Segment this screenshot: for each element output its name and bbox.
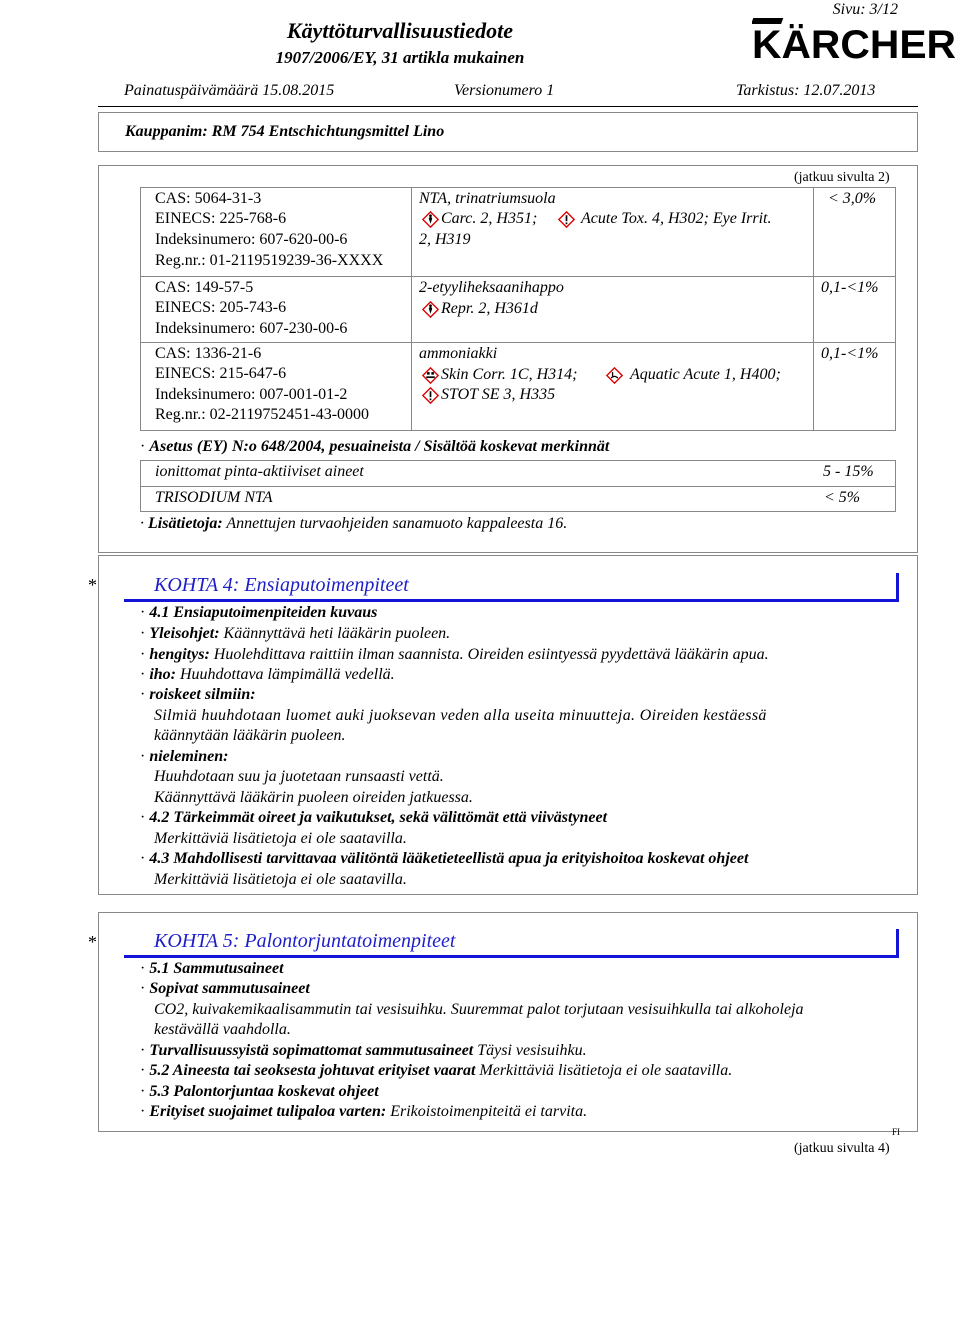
suitable-text-2: kestävällä vaahdolla. — [154, 1021, 291, 1038]
unsuitable-label: Turvallisuussyistä sopimattomat sammutusaineet — [149, 1042, 474, 1059]
substance-2-einecs: EINECS: 205-743-6 — [155, 299, 287, 316]
ingestion-text-1: Huuhdotaan suu ja juotetaan runsaasti vettä. — [154, 768, 444, 785]
table-row-divider — [140, 342, 896, 343]
eye-contact: · roiskeet silmiin: — [140, 686, 256, 703]
s43-body: Merkittäviä lisätietoja ei ole saatavilla. — [154, 871, 407, 888]
substance-3-hazard-2: Aquatic Acute 1, H400; — [630, 366, 781, 383]
page-number: Sivu: 3/12 — [832, 1, 898, 18]
regulation-row-2-name: TRISODIUM NTA — [155, 489, 273, 506]
corrosion-icon — [422, 367, 439, 384]
substance-1-hazard-1: Carc. 2, H351; — [441, 210, 538, 227]
inhalation-label: hengitys: — [149, 646, 210, 663]
print-date: Painatuspäivämäärä 15.08.2015 — [124, 82, 335, 99]
equipment-label: Erityiset suojaimet tulipaloa varten: — [149, 1103, 387, 1120]
s42-heading: · 4.2 Tärkeimmät oireet ja vaikutukset, sekä välittömät että viivästyneet — [140, 809, 608, 826]
general-advice: · Yleisohjet: Käännyttävä heti lääkärin puoleen. — [140, 625, 451, 642]
substance-1-hazard-2: Acute Tox. 4, H302; Eye Irrit. — [581, 210, 772, 227]
document-title: Käyttöturvallisuustiedote — [286, 18, 514, 43]
s43-heading: · 4.3 Mahdollisesti tarvittavaa välitöntä lääketieteellistä apua ja erityishoitoa koskevat ohjeet — [140, 850, 749, 867]
additional-info-text: Annettujen turvaohjeiden sanamuoto kappaleesta 16. — [226, 515, 568, 532]
ingestion: · nieleminen: — [140, 748, 229, 765]
s51-heading: · 5.1 Sammutusaineet — [140, 960, 284, 977]
substance-1-reg: Reg.nr.: 01-2119519239-36-XXXX — [155, 252, 384, 269]
version-number: Versionumero 1 — [454, 82, 555, 99]
substance-1-cas: CAS: 5064-31-3 — [155, 190, 262, 207]
unsuitable-text: Täysi vesisuihku. — [477, 1042, 587, 1059]
document-subtitle: 1907/2006/EY, 31 artikla mukainen — [275, 48, 525, 67]
substance-3-index: Indeksinumero: 007-001-01-2 — [155, 386, 348, 403]
substance-3-einecs: EINECS: 215-647-6 — [155, 365, 287, 382]
environment-icon — [606, 367, 623, 384]
health-hazard-icon — [422, 301, 439, 318]
skin-label: iho: — [149, 666, 176, 683]
equipment-text: Erikoistoimenpiteitä ei tarvita. — [390, 1103, 588, 1120]
s52-line: · 5.2 Aineesta tai seoksesta johtuvat erityiset vaarat Merkittäviä lisätietoja ei ole saatavilla. — [140, 1062, 733, 1079]
section-4-title: KOHTA 4: Ensiaputoimenpiteet — [154, 574, 409, 596]
s53-text: 5.3 Palontorjuntaa koskevat ohjeet — [149, 1083, 379, 1100]
eye-label: roiskeet silmiin: — [149, 686, 256, 703]
ingestion-label: nieleminen: — [149, 748, 229, 765]
s51-text: 5.1 Sammutusaineet — [149, 960, 284, 977]
revision-date: Tarkistus: 12.07.2013 — [736, 82, 876, 99]
regulation-row-1-value: 5 - 15% — [823, 463, 874, 480]
s52-text: Merkittäviä lisätietoja ei ole saatavilla. — [479, 1062, 733, 1079]
eye-text-2: käännytään lääkärin puoleen. — [154, 727, 346, 744]
substance-3-conc: 0,1-<1% — [821, 345, 879, 362]
header-divider — [98, 106, 918, 107]
logo-text: KÄRCHER — [752, 23, 957, 62]
inhalation: · hengitys: Huolehdittava raittiin ilman saannista. Oireiden esiintyessä pyydettävä lääkärin apua. — [140, 646, 769, 663]
substance-2-conc: 0,1-<1% — [821, 279, 879, 296]
section-5-heading — [124, 929, 899, 958]
continued-from: (jatkuu sivulta 2) — [794, 170, 890, 185]
general-label: Yleisohjet: — [149, 625, 220, 642]
s43-text: 4.3 Mahdollisesti tarvittavaa välitöntä lääketieteellistä apua ja erityishoitoa koskevat ohjeet — [149, 850, 749, 867]
substance-1-index: Indeksinumero: 607-620-00-6 — [155, 231, 348, 248]
substance-3-name: ammoniakki — [419, 345, 498, 362]
table-row-divider — [140, 276, 896, 277]
substance-3-hazard-3: STOT SE 3, H335 — [441, 386, 556, 403]
suitable-label: Sopivat sammutusaineet — [149, 980, 310, 997]
substance-2-index: Indeksinumero: 607-230-00-6 — [155, 320, 348, 337]
section-5-title: KOHTA 5: Palontorjuntatoimenpiteet — [154, 930, 456, 952]
revision-star: * — [88, 575, 97, 595]
continued-to: (jatkuu sivulta 4) — [794, 1141, 890, 1156]
table-row-divider — [140, 486, 896, 487]
inhalation-text: Huolehdittava raittiin ilman saannista. Oireiden esiintyessä pyydettävä lääkärin apua. — [213, 646, 769, 663]
product-name: Kauppanim: RM 754 Entschichtungsmittel Lino — [125, 123, 445, 140]
karcher-logo — [752, 16, 958, 62]
suitable-text-1: CO2, kuivakemikaalisammutin tai vesisuihku. Suuremmat palot torjutaan vesisuihkulla tai alkoholeja — [154, 1001, 804, 1018]
regulation-row-2-value: < 5% — [824, 489, 861, 506]
section-4-heading — [124, 573, 899, 602]
table-divider — [813, 187, 814, 431]
protective-equipment: · Erityiset suojaimet tulipaloa varten: Erikoistoimenpiteitä ei tarvita. — [140, 1103, 588, 1120]
suitable-media: · Sopivat sammutusaineet — [140, 980, 310, 997]
substance-1-hazard-3: 2, H319 — [419, 231, 471, 248]
table-divider — [411, 187, 412, 431]
regulation-row-1-name: ionittomat pinta-aktiiviset aineet — [155, 463, 364, 480]
s42-text: 4.2 Tärkeimmät oireet ja vaikutukset, sekä välittömät että viivästyneet — [149, 809, 608, 826]
substance-2-name: 2-etyyliheksaanihappo — [419, 279, 564, 296]
s42-body: Merkittäviä lisätietoja ei ole saatavilla. — [154, 830, 407, 847]
regulation-heading-text: Asetus (EY) N:o 648/2004, pesuaineista / Sisältöä koskevat merkinnät — [149, 438, 610, 455]
s53-heading: · 5.3 Palontorjuntaa koskevat ohjeet — [140, 1083, 379, 1100]
exclamation-icon — [422, 387, 439, 404]
additional-info-label: Lisätietoja: — [148, 515, 223, 532]
s41-text: 4.1 Ensiaputoimenpiteiden kuvaus — [149, 604, 378, 621]
language-code: FI — [892, 1127, 901, 1137]
substance-3-cas: CAS: 1336-21-6 — [155, 345, 262, 362]
skin-text: Huuhdottava lämpimällä vedellä. — [180, 666, 395, 683]
ingestion-text-2: Käännyttävä lääkärin puoleen oireiden jatkuessa. — [154, 789, 473, 806]
s52-label: 5.2 Aineesta tai seoksesta johtuvat erityiset vaarat — [149, 1062, 476, 1079]
substance-1-einecs: EINECS: 225-768-6 — [155, 210, 287, 227]
substance-2-hazard-1: Repr. 2, H361d — [441, 300, 538, 317]
substance-2-cas: CAS: 149-57-5 — [155, 279, 254, 296]
eye-text-1: Silmiä huuhdotaan luomet auki juoksevan veden alla useita minuutteja. Oireiden kestäessä — [154, 707, 767, 724]
additional-info: · Lisätietoja: Annettujen turvaohjeiden sanamuoto kappaleesta 16. — [140, 515, 568, 532]
substance-1-conc: < 3,0% — [828, 190, 877, 207]
skin-contact: · iho: Huuhdottava lämpimällä vedellä. — [140, 666, 395, 683]
health-hazard-icon — [422, 211, 439, 228]
regulation-heading: · Asetus (EY) N:o 648/2004, pesuaineista / Sisältöä koskevat merkinnät — [140, 438, 610, 455]
substance-3-reg: Reg.nr.: 02-2119752451-43-0000 — [155, 406, 370, 423]
product-box — [98, 112, 918, 152]
revision-star: * — [88, 932, 97, 952]
exclamation-icon — [558, 211, 575, 228]
substance-3-hazard-1: Skin Corr. 1C, H314; — [441, 366, 578, 383]
substance-1-name: NTA, trinatriumsuola — [419, 190, 556, 207]
unsuitable-media: · Turvallisuussyistä sopimattomat sammutusaineet Täysi vesisuihku. — [140, 1042, 587, 1059]
s41-heading: · 4.1 Ensiaputoimenpiteiden kuvaus — [140, 604, 378, 621]
general-text: Käännyttävä heti lääkärin puoleen. — [223, 625, 451, 642]
